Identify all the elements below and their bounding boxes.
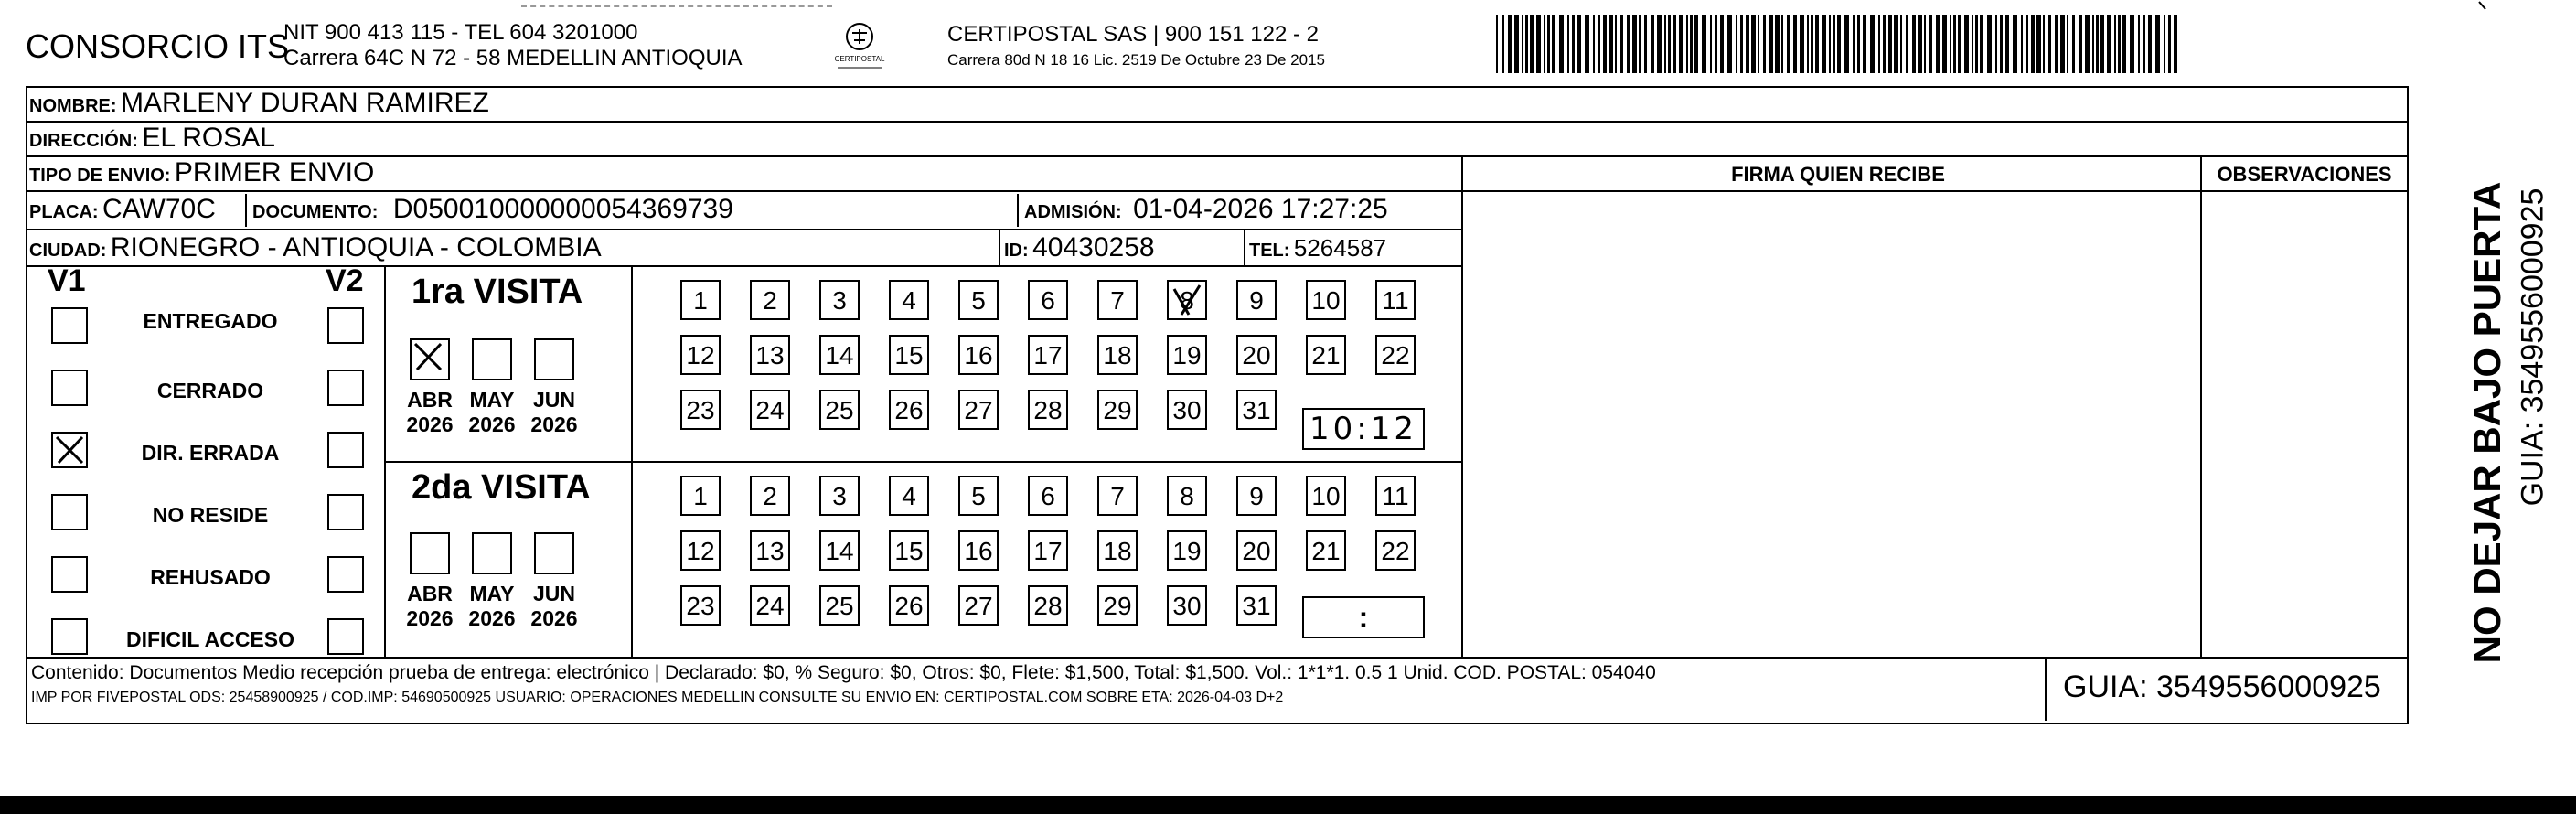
barcode-bar — [1657, 15, 1662, 73]
day-box[interactable]: 28 — [1028, 585, 1068, 626]
barcode-bar — [1758, 15, 1759, 73]
day-box[interactable]: 11 — [1375, 476, 1416, 516]
barcode-bar — [2174, 15, 2177, 73]
barcode-bar — [1567, 15, 1569, 73]
id-field — [1004, 232, 1155, 263]
barcode-bar — [2005, 15, 2009, 73]
v2-checkbox[interactable] — [327, 494, 364, 530]
month-label: ABR 2026 — [406, 582, 454, 630]
company-address: Carrera 64C N 72 - 58 MEDELLIN ANTIOQUIA — [283, 46, 743, 70]
day-box[interactable]: 13 — [750, 530, 790, 571]
barcode-bar — [2036, 15, 2041, 73]
barcode-bar — [2096, 15, 2099, 73]
month-label: MAY 2026 — [468, 582, 516, 630]
barcode-bar — [1525, 15, 1528, 73]
day-box[interactable]: 28 — [1028, 390, 1068, 430]
tipo-label: TIPO DE ENVIO: — [29, 166, 171, 186]
documento-label: DOCUMENTO: — [252, 202, 379, 222]
day-box[interactable]: 20 — [1236, 530, 1277, 571]
barcode-bar — [1620, 15, 1623, 73]
day-box[interactable]: 29 — [1097, 390, 1138, 430]
day-box[interactable]: 22 — [1375, 530, 1416, 571]
nombre-row — [29, 88, 489, 119]
barcode-bar — [1936, 15, 1940, 73]
day-box[interactable]: 22 — [1375, 335, 1416, 375]
day-box[interactable]: 25 — [819, 390, 860, 430]
barcode-bar — [1686, 15, 1688, 73]
header-top-dashes — [521, 5, 832, 7]
day-box[interactable]: 5 — [958, 476, 999, 516]
barcode-bar — [1815, 15, 1819, 73]
certipostal-logo — [830, 20, 889, 71]
barcode-bar — [2067, 15, 2068, 73]
barcode-bar — [1878, 15, 1880, 73]
v2-checkbox[interactable] — [327, 432, 364, 468]
month-checkbox[interactable] — [472, 338, 512, 380]
day-box[interactable]: 23 — [680, 390, 721, 430]
day-box[interactable]: 27 — [958, 585, 999, 626]
barcode-bar — [1958, 15, 1961, 73]
footer-contenido: Contenido: Documentos Medio recepción prueba de entrega: electrónico | Declarado: $0, % Seguro: $0, Otros: $0, Flete: $1,500, Total: $1,500. Vol.: 1*1*1. 0.5 1 Unid. COD. POSTAL: 054040 — [31, 662, 1656, 683]
barcode-bar — [1593, 15, 1595, 73]
day-box[interactable]: 8 — [1167, 280, 1207, 320]
status-label: CERRADO — [156, 379, 264, 402]
day-box[interactable]: 8 — [1167, 476, 1207, 516]
day-box[interactable]: 14 — [819, 530, 860, 571]
observaciones-header: OBSERVACIONES — [2217, 163, 2392, 186]
day-box[interactable]: 24 — [750, 585, 790, 626]
barcode-bar — [1496, 15, 1498, 73]
v2-checkbox[interactable] — [327, 307, 364, 344]
barcode-bar — [1746, 15, 1749, 73]
barcode-bar — [1668, 15, 1671, 73]
barcode-bar — [1639, 15, 1641, 73]
x-mark-icon — [53, 434, 86, 466]
barcode-bar — [1710, 15, 1712, 73]
barcode-bar — [2072, 15, 2075, 73]
barcode-bar — [1720, 15, 1724, 73]
barcode-bar — [1769, 15, 1773, 73]
barcode-bar — [1664, 15, 1666, 73]
barcode-bar — [2168, 15, 2171, 73]
status-label: NO RESIDE — [152, 503, 269, 527]
company-nit: NIT 900 413 115 - TEL 604 3201000 — [283, 20, 638, 45]
day-box[interactable]: 25 — [819, 585, 860, 626]
day-box[interactable]: 26 — [889, 585, 929, 626]
barcode-bar — [1690, 15, 1693, 73]
barcode-bar — [1953, 15, 1956, 73]
barcode-bar — [1632, 15, 1637, 73]
barcode-bar — [1627, 15, 1630, 73]
barcode-bar — [1702, 15, 1706, 73]
barcode-bar — [2000, 15, 2003, 73]
day-box[interactable]: 15 — [889, 530, 929, 571]
barcode-bar — [1763, 15, 1766, 73]
logo-text: CERTIPOSTAL — [834, 55, 885, 63]
barcode-bar — [1603, 15, 1607, 73]
status-label: ENTREGADO — [143, 309, 278, 333]
company-name: CONSORCIO ITS — [26, 27, 290, 65]
barcode-bar — [2114, 15, 2116, 73]
barcode-bar — [1924, 15, 1926, 73]
barcode-bar — [1857, 15, 1860, 73]
visit2-time-box[interactable] — [1302, 596, 1425, 638]
direccion-row — [29, 123, 275, 154]
barcode-bar — [1912, 15, 1916, 73]
day-box[interactable]: 12 — [680, 530, 721, 571]
day-box[interactable]: 17 — [1028, 530, 1068, 571]
day-box[interactable]: 7 — [1097, 476, 1138, 516]
admision-value: 01-04-2026 17:27:25 — [1133, 194, 1388, 224]
v1-checkbox[interactable] — [51, 307, 88, 344]
barcode-bar — [2118, 15, 2121, 73]
month-checkbox[interactable] — [472, 532, 512, 574]
v2-checkbox[interactable] — [327, 370, 364, 406]
day-box[interactable]: 18 — [1097, 530, 1138, 571]
barcode-bar — [1694, 15, 1698, 73]
barcode-bar — [1609, 15, 1613, 73]
day-box[interactable]: 9 — [1236, 476, 1277, 516]
day-box[interactable]: 30 — [1167, 390, 1207, 430]
visit2-time: : — [1358, 601, 1369, 634]
month-label: JUN 2026 — [530, 388, 578, 436]
admision-label: ADMISIÓN: — [1024, 202, 1122, 222]
barcode-bar — [1811, 15, 1813, 73]
barcode-bar — [1552, 15, 1555, 73]
day-box[interactable]: 10 — [1306, 476, 1346, 516]
barcode-bar — [2148, 15, 2152, 73]
barcode-bar — [1715, 15, 1717, 73]
barcode-bar — [1918, 15, 1922, 73]
barcode-bar — [1929, 15, 1932, 73]
day-box[interactable]: 21 — [1306, 530, 1346, 571]
firma-header: FIRMA QUIEN RECIBE — [1731, 163, 1945, 186]
barcode-bar — [1530, 15, 1534, 73]
barcode-bar — [2026, 15, 2028, 73]
day-box[interactable]: 1 — [680, 280, 721, 320]
barcode-bar — [1787, 15, 1790, 73]
carrier-address: Carrera 80d N 18 16 Lic. 2519 De Octubre 23 De 2015 — [947, 51, 1325, 69]
barcode-bar — [1577, 15, 1581, 73]
barcode-bar — [1980, 15, 1983, 73]
barcode-bar — [1598, 15, 1600, 73]
barcode-bar — [2085, 15, 2090, 73]
v1-checkbox[interactable] — [51, 370, 88, 406]
barcode-bar — [1775, 15, 1780, 73]
day-box[interactable]: 19 — [1167, 530, 1207, 571]
status-label: REHUSADO — [150, 565, 271, 589]
status-label: DIR. ERRADA — [141, 441, 280, 465]
v1-checkbox[interactable] — [51, 494, 88, 530]
v1-label: V1 — [48, 263, 86, 298]
day-box[interactable]: 24 — [750, 390, 790, 430]
barcode-bar — [1807, 15, 1809, 73]
day-box[interactable]: 12 — [680, 335, 721, 375]
direccion-value: EL ROSAL — [142, 123, 275, 153]
month-checkbox[interactable] — [534, 338, 574, 380]
x-mark-icon — [412, 340, 444, 373]
barcode-bar — [1837, 15, 1841, 73]
barcode-bar — [1740, 15, 1743, 73]
v1-checkbox[interactable] — [51, 618, 88, 655]
barcode — [1496, 15, 2180, 73]
tipo-row — [29, 157, 374, 188]
barcode-bar — [1727, 15, 1732, 73]
tel-label: TEL: — [1249, 241, 1290, 261]
barcode-bar — [1900, 15, 1902, 73]
barcode-bar — [1508, 15, 1512, 73]
documento-field — [252, 194, 733, 225]
day-box[interactable]: 6 — [1028, 476, 1068, 516]
day-box[interactable]: 5 — [958, 280, 999, 320]
barcode-bar — [1736, 15, 1737, 73]
day-box[interactable]: 29 — [1097, 585, 1138, 626]
carrier-name: CERTIPOSTAL SAS | 900 151 122 - 2 — [947, 22, 1319, 47]
barcode-bar — [1995, 15, 1997, 73]
barcode-bar — [1793, 15, 1797, 73]
visit1-time-box[interactable] — [1302, 408, 1425, 450]
month-checkbox[interactable] — [410, 532, 450, 574]
month-label: ABR 2026 — [406, 388, 454, 436]
barcode-bar — [1673, 15, 1676, 73]
v1-checkbox[interactable] — [51, 556, 88, 593]
barcode-bar — [2079, 15, 2082, 73]
barcode-bar — [1781, 15, 1783, 73]
barcode-bar — [1863, 15, 1866, 73]
barcode-bar — [1751, 15, 1756, 73]
v2-checkbox[interactable] — [327, 556, 364, 593]
barcode-bar — [1894, 15, 1898, 73]
tel-value: 5264587 — [1293, 234, 1387, 262]
day-box[interactable]: 16 — [958, 530, 999, 571]
day-box[interactable]: 18 — [1097, 335, 1138, 375]
barcode-bar — [2031, 15, 2035, 73]
barcode-bar — [1833, 15, 1835, 73]
admision-field — [1024, 194, 1388, 225]
placa-value: CAW70C — [102, 194, 216, 224]
barcode-bar — [1651, 15, 1654, 73]
barcode-bar — [1950, 15, 1951, 73]
month-label: JUN 2026 — [530, 582, 578, 630]
day-box[interactable]: 2 — [750, 476, 790, 516]
barcode-bar — [1972, 15, 1973, 73]
day-box[interactable]: 27 — [958, 390, 999, 430]
corner-mark — [2478, 0, 2487, 13]
day-box[interactable]: 6 — [1028, 280, 1068, 320]
day-box[interactable]: 3 — [819, 280, 860, 320]
day-box[interactable]: 2 — [750, 280, 790, 320]
visit1-time: 10:12 — [1309, 411, 1417, 447]
barcode-bar — [1964, 15, 1969, 73]
tipo-value: PRIMER ENVIO — [174, 157, 375, 187]
documento-value: D050010000000054369739 — [392, 194, 733, 224]
barcode-bar — [2155, 15, 2160, 73]
barcode-bar — [1544, 15, 1545, 73]
v1-checkbox[interactable] — [51, 432, 88, 468]
day-box[interactable]: 16 — [958, 335, 999, 375]
placa-field — [29, 194, 216, 225]
v2-label: V2 — [326, 263, 364, 298]
barcode-bar — [1800, 15, 1804, 73]
barcode-bar — [1547, 15, 1550, 73]
day-box[interactable]: 9 — [1236, 280, 1277, 320]
placa-label: PLACA: — [29, 202, 99, 222]
day-box[interactable]: 21 — [1306, 335, 1346, 375]
direccion-label: DIRECCIÓN: — [29, 131, 138, 151]
day-box[interactable]: 23 — [680, 585, 721, 626]
day-box[interactable]: 26 — [889, 390, 929, 430]
barcode-bar — [1844, 15, 1849, 73]
barcode-bar — [2122, 15, 2126, 73]
barcode-bar — [1829, 15, 1831, 73]
footer-guia: GUIA: 3549556000925 — [2063, 669, 2381, 704]
barcode-bar — [1853, 15, 1855, 73]
side-guia: GUIA: 3549556000925 — [2515, 187, 2550, 507]
barcode-bar — [2048, 15, 2051, 73]
barcode-bar — [1615, 15, 1617, 73]
day-box[interactable]: 11 — [1375, 280, 1416, 320]
visit2-title: 2da VISITA — [412, 468, 591, 507]
id-label: ID: — [1004, 241, 1029, 261]
month-label: MAY 2026 — [468, 388, 516, 436]
bottom-bar — [0, 796, 2576, 814]
barcode-bar — [2107, 15, 2111, 73]
day-box[interactable]: 19 — [1167, 335, 1207, 375]
day-box[interactable]: 13 — [750, 335, 790, 375]
v2-checkbox[interactable] — [327, 618, 364, 655]
barcode-bar — [1536, 15, 1541, 73]
barcode-bar — [1870, 15, 1875, 73]
barcode-bar — [1679, 15, 1683, 73]
day-box[interactable]: 4 — [889, 476, 929, 516]
day-box[interactable]: 10 — [1306, 280, 1346, 320]
barcode-bar — [1502, 15, 1504, 73]
barcode-bar — [2092, 15, 2094, 73]
barcode-bar — [1585, 15, 1589, 73]
barcode-bar — [1514, 15, 1519, 73]
barcode-bar — [1559, 15, 1564, 73]
day-box[interactable]: 31 — [1236, 390, 1277, 430]
barcode-bar — [2021, 15, 2023, 73]
visit1-title: 1ra VISITA — [412, 273, 583, 311]
barcode-bar — [2100, 15, 2104, 73]
barcode-bar — [1942, 15, 1947, 73]
barcode-bar — [2060, 15, 2065, 73]
barcode-bar — [1906, 15, 1908, 73]
barcode-bar — [2130, 15, 2134, 73]
tel-field — [1249, 234, 1386, 262]
check-mark-icon — [1169, 282, 1205, 318]
barcode-bar — [2143, 15, 2145, 73]
barcode-bar — [2055, 15, 2058, 73]
barcode-bar — [1572, 15, 1575, 73]
barcode-bar — [1522, 15, 1523, 73]
day-box[interactable]: 15 — [889, 335, 929, 375]
month-checkbox[interactable] — [410, 338, 450, 380]
barcode-bar — [2138, 15, 2140, 73]
nombre-value: MARLENY DURAN RAMIREZ — [121, 88, 489, 118]
barcode-bar — [1644, 15, 1647, 73]
status-label: DIFICIL ACCESO — [125, 627, 294, 651]
day-box[interactable]: 1 — [680, 476, 721, 516]
ciudad-label: CIUDAD: — [29, 241, 107, 261]
ciudad-value: RIONEGRO - ANTIOQUIA - COLOMBIA — [110, 232, 602, 262]
barcode-bar — [1975, 15, 1978, 73]
day-box[interactable]: 3 — [819, 476, 860, 516]
barcode-bar — [1987, 15, 1992, 73]
day-box[interactable]: 14 — [819, 335, 860, 375]
day-box[interactable]: 31 — [1236, 585, 1277, 626]
day-box[interactable]: 4 — [889, 280, 929, 320]
day-box[interactable]: 17 — [1028, 335, 1068, 375]
id-value: 40430258 — [1032, 232, 1155, 262]
barcode-bar — [1822, 15, 1826, 73]
day-box[interactable]: 7 — [1097, 280, 1138, 320]
nombre-label: NOMBRE: — [29, 96, 117, 116]
barcode-bar — [1883, 15, 1886, 73]
month-checkbox[interactable] — [534, 532, 574, 574]
barcode-bar — [2164, 15, 2165, 73]
footer-imp: IMP POR FIVEPOSTAL ODS: 25458900925 / COD.IMP: 54690500925 USUARIO: OPERACIONES MEDELLIN CONSULTE SU ENVIO EN: CERTIPOSTAL.COM SOBRE ETA: 2026-04-03 D+2 — [31, 690, 1284, 705]
ciudad-field — [29, 232, 602, 263]
day-box[interactable]: 20 — [1236, 335, 1277, 375]
barcode-bar — [2013, 15, 2017, 73]
day-box[interactable]: 30 — [1167, 585, 1207, 626]
barcode-bar — [1888, 15, 1892, 73]
side-notice: NO DEJAR BAJO PUERTA — [2465, 181, 2508, 664]
barcode-bar — [2043, 15, 2045, 73]
